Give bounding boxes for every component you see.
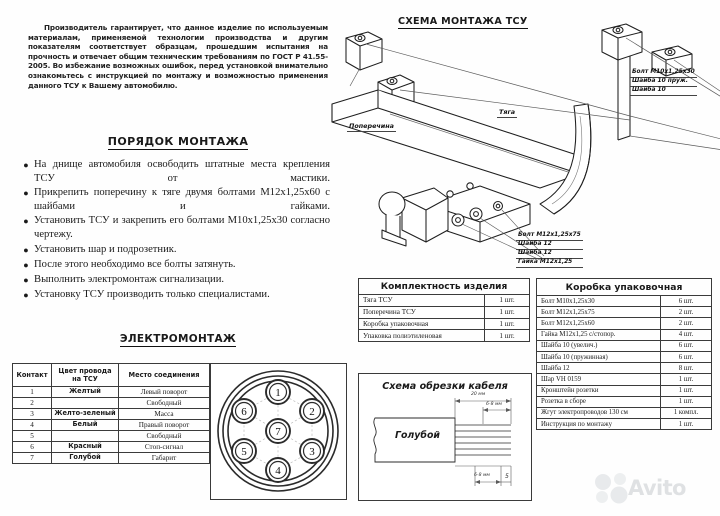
step-text: Установку ТСУ производить только специалистами. xyxy=(34,288,270,300)
cell-pin: 5 xyxy=(13,431,52,442)
cell-name: Розетка в сборе xyxy=(537,396,661,407)
pin-number-3: 3 xyxy=(309,446,315,458)
callout-top-bolts xyxy=(630,69,697,96)
table-row xyxy=(537,296,712,307)
list-item xyxy=(18,288,330,302)
table-row xyxy=(13,453,210,464)
cell-name: Тяга ТСУ xyxy=(359,295,485,307)
column-header-color: Цвет провода на ТСУ xyxy=(52,364,119,387)
cell-qty: 6 шт. xyxy=(661,296,712,307)
cell-color: Желтый xyxy=(52,387,119,398)
cell-pin: 1 xyxy=(13,387,52,398)
table-row xyxy=(13,387,210,398)
list-item xyxy=(18,243,330,257)
label-tyaga-text: Тяга xyxy=(499,108,516,116)
intro-text: Производитель гарантирует, что данное изделие по используемым материалам, применяемой технологии производства и другим показателям соответствует образцам, прошедшим испытания на прочность и отвечает общим техническим требованиям по ГОСТ Р 41.55-2005. Во избежание возможных ошибок, перед установкой внимательно ознакомьтесь с инструкцией по монтажу и возможностью применения данного ТСУ к Вашему автомобилю. xyxy=(28,23,329,90)
callout-line: Шайба 12 xyxy=(516,241,583,250)
table-row xyxy=(537,307,712,318)
bullet-icon: ● xyxy=(23,244,29,255)
cell-place: Левый поворот xyxy=(119,387,210,398)
table-row xyxy=(13,431,210,442)
cell-color: Желто-зеленый xyxy=(52,409,119,420)
list-item xyxy=(18,214,330,241)
cell-color: Белый xyxy=(52,420,119,431)
table-row xyxy=(359,330,530,342)
cell-qty: 1 шт. xyxy=(485,318,530,330)
cell-color xyxy=(52,431,119,442)
avito-watermark xyxy=(592,470,714,510)
cell-qty: 8 шт. xyxy=(661,363,712,374)
cell-name: Гайка М12х1,25 с/стопор. xyxy=(537,329,661,340)
step-text: После этого необходимо все болты затянуть. xyxy=(34,258,236,270)
cell-name: Болт М12х1,25х60 xyxy=(537,318,661,329)
dim-strip-bottom: 6-8 мм xyxy=(474,473,490,478)
cell-qty: 6 шт. xyxy=(661,351,712,362)
pin-number-6: 6 xyxy=(241,406,247,418)
callout-line: Болт М12х1,25х75 xyxy=(516,232,583,241)
dim-total: 20 мм xyxy=(471,392,486,397)
socket-pinout-diagram xyxy=(210,363,347,500)
cell-qty: 2 шт. xyxy=(661,307,712,318)
callout-line: Болт М10х1,25х30 xyxy=(630,69,697,78)
table-header-row xyxy=(13,364,210,387)
list-item xyxy=(18,273,330,287)
cell-pin: 6 xyxy=(13,442,52,453)
avito-logo-icon xyxy=(592,470,632,506)
intro-paragraph xyxy=(28,23,328,90)
table-row xyxy=(13,420,210,431)
cell-name: Шайба 12 xyxy=(537,363,661,374)
cable-svg xyxy=(359,374,531,500)
cell-name: Коробка упаковочная xyxy=(359,318,485,330)
packaging-box-table xyxy=(536,278,712,430)
cell-qty: 1 шт. xyxy=(661,385,712,396)
cell-color: Голубой xyxy=(52,453,119,464)
pin-number-5: 5 xyxy=(241,446,247,458)
table-row xyxy=(537,329,712,340)
cell-qty: 1 шт. xyxy=(485,330,530,342)
cell-qty: 1 шт. xyxy=(485,295,530,307)
label-tyaga xyxy=(497,108,517,116)
socket-pins xyxy=(232,380,324,482)
label-poperechina-text: Поперечина xyxy=(349,122,394,130)
cell-name: Упаковка полиэтиленовая xyxy=(359,330,485,342)
order-steps-list xyxy=(18,158,330,303)
list-item xyxy=(18,258,330,272)
cell-name: Поперечина ТСУ xyxy=(359,306,485,318)
step-text: Выполнить электромонтаж сигнализации. xyxy=(34,273,225,285)
cell-name: Инструкция по монтажу xyxy=(537,419,661,430)
bullet-icon: ● xyxy=(23,188,29,199)
callout-line: Шайба 12 xyxy=(516,250,583,259)
bullet-icon: ● xyxy=(23,259,29,270)
cable-scheme-title: Схема обрезки кабеля xyxy=(382,381,508,392)
callout-line: Шайба 10 xyxy=(630,87,697,96)
step-text: Установить шар и подрозетник. xyxy=(34,243,177,255)
pin-number-1: 1 xyxy=(275,387,281,399)
cell-pin: 2 xyxy=(13,398,52,409)
dim-pin: 5 xyxy=(505,473,509,480)
bullet-icon: ● xyxy=(23,160,29,170)
cell-qty: 1 шт. xyxy=(485,306,530,318)
bullet-icon: ● xyxy=(23,274,29,285)
table-row xyxy=(537,385,712,396)
column-header-place: Место соединения xyxy=(119,364,210,387)
step-text: Прикрепить поперечину к тяге двумя болтами М12х1,25х60 с шайбами и гайками. xyxy=(34,187,330,212)
cell-name: Шайба 10 (пружинная) xyxy=(537,351,661,362)
bullet-icon: ● xyxy=(23,289,29,300)
column-header-pin: Контакт xyxy=(13,364,52,387)
table-header-row xyxy=(359,279,530,295)
cell-color: Красный xyxy=(52,442,119,453)
wiring-table xyxy=(12,363,210,464)
table-row xyxy=(359,306,530,318)
cell-qty: 2 шт. xyxy=(661,318,712,329)
cable-wire-label: Голубой xyxy=(395,430,440,441)
cell-place: Свободный xyxy=(119,398,210,409)
cell-qty: 1 компл. xyxy=(661,407,712,418)
callout-line: Гайка М12х1,25 xyxy=(516,259,583,268)
cell-place: Габарит xyxy=(119,453,210,464)
table-row xyxy=(537,419,712,430)
cell-pin: 7 xyxy=(13,453,52,464)
cell-name: Кронштейн розетки xyxy=(537,385,661,396)
table-header-row xyxy=(537,279,712,296)
callout-line: Шайба 10 пруж. xyxy=(630,78,697,87)
cell-name: Шар VH 0159 xyxy=(537,374,661,385)
socket-svg xyxy=(211,364,346,499)
table-row xyxy=(537,374,712,385)
table-row xyxy=(13,409,210,420)
cell-qty: 4 шт. xyxy=(661,329,712,340)
cell-name: Болт М10х1,25х30 xyxy=(537,296,661,307)
pin-number-2: 2 xyxy=(309,406,315,418)
table-row xyxy=(537,363,712,374)
cell-place: Правый поворот xyxy=(119,420,210,431)
table-row xyxy=(537,396,712,407)
cell-qty: 1 шт. xyxy=(661,374,712,385)
table-row xyxy=(537,340,712,351)
cable-cut-scheme xyxy=(358,373,532,501)
label-poperechina xyxy=(347,122,396,130)
cell-place: Стоп-сигнал xyxy=(119,442,210,453)
kit-table-title: Комплектность изделия xyxy=(359,279,530,295)
cell-pin: 4 xyxy=(13,420,52,431)
order-heading xyxy=(28,135,328,148)
box-table-title: Коробка упаковочная xyxy=(537,279,712,296)
order-heading-text: ПОРЯДОК МОНТАЖА xyxy=(107,135,249,148)
cell-place: Масса xyxy=(119,409,210,420)
cell-color xyxy=(52,398,119,409)
cell-place: Свободный xyxy=(119,431,210,442)
electro-heading xyxy=(18,333,338,345)
list-item xyxy=(18,158,330,185)
table-row xyxy=(359,318,530,330)
diagram-heading-text: СХЕМА МОНТАЖА ТСУ xyxy=(398,16,528,27)
table-row xyxy=(537,407,712,418)
cell-qty: 6 шт. xyxy=(661,340,712,351)
bullet-icon: ● xyxy=(23,216,29,227)
cell-name: Шайба 10 (увелич.) xyxy=(537,340,661,351)
dim-strip-top: 6-8 мм xyxy=(486,402,502,407)
cell-qty: 1 шт. xyxy=(661,419,712,430)
table-row xyxy=(13,398,210,409)
avito-watermark-text: Avito xyxy=(628,476,686,500)
table-row xyxy=(537,351,712,362)
table-row xyxy=(537,318,712,329)
list-item xyxy=(18,186,330,213)
cell-qty: 1 шт. xyxy=(661,396,712,407)
step-text: Установить ТСУ и закрепить его болтами М10х1,25х30 согласно чертежу. xyxy=(34,215,330,240)
kit-table xyxy=(358,278,530,342)
cell-name: Жгут электропроводов 130 см xyxy=(537,407,661,418)
cell-name: Болт М12х1,25х75 xyxy=(537,307,661,318)
cell-pin: 3 xyxy=(13,409,52,420)
electro-heading-text: ЭЛЕКТРОМОНТАЖ xyxy=(119,333,237,345)
table-row xyxy=(359,295,530,307)
callout-bottom-bolts xyxy=(516,232,583,268)
table-row xyxy=(13,442,210,453)
pin-number-7: 7 xyxy=(275,426,281,438)
step-text: На днище автомобиля освободить штатные места крепления ТСУ от мастики. xyxy=(34,159,330,184)
pin-number-4: 4 xyxy=(275,465,281,477)
